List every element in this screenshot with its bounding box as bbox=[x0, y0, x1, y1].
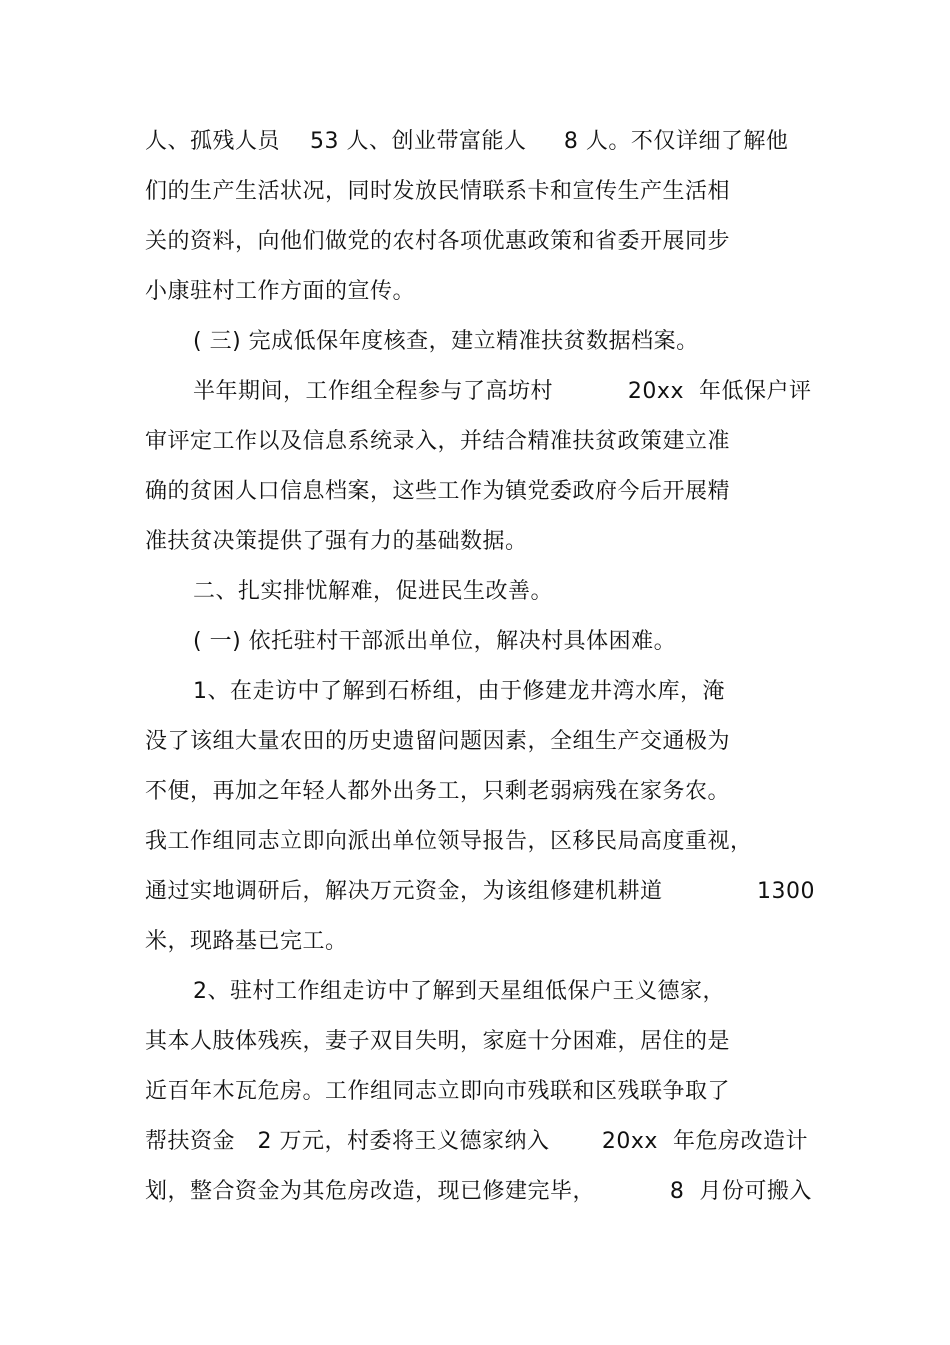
text-line: 没了该组大量农田的历史遗留问题因素，全组生产交通极为 bbox=[145, 729, 731, 754]
text-line: 其本人肢体残疾，妻子双目失明，家庭十分困难，居住的是 bbox=[145, 1029, 731, 1054]
section-heading: ( 一) 依托驻村干部派出单位，解决村具体困难。 bbox=[193, 629, 677, 654]
text-line: 半年期间，工作组全程参与了高坊村 20xx 年低保户评 bbox=[193, 379, 812, 404]
text-line: 确的贫困人口信息档案，这些工作为镇党委政府今后开展精 bbox=[145, 479, 731, 504]
text-line: 帮扶资金 2 万元，村委将王义德家纳入 20xx 年危房改造计 bbox=[145, 1129, 808, 1154]
text-line: 1、在走访中了解到石桥组，由于修建龙井湾水库，淹 bbox=[193, 679, 725, 704]
text-line: 2、驻村工作组走访中了解到天星组低保户王义德家， bbox=[193, 979, 725, 1004]
section-heading: ( 三) 完成低保年度核查，建立精准扶贫数据档案。 bbox=[193, 329, 699, 354]
text-line: 小康驻村工作方面的宣传。 bbox=[145, 279, 416, 304]
text-line: 人、孤残人员 53 人、创业带富能人 8 人。不仅详细了解他 bbox=[145, 129, 789, 154]
text-line: 审评定工作以及信息系统录入，并结合精准扶贫政策建立准 bbox=[145, 429, 731, 454]
text-line: 米，现路基已完工。 bbox=[145, 929, 348, 954]
section-heading: 二、扎实排忧解难，促进民生改善。 bbox=[193, 579, 554, 604]
text-line: 们的生产生活状况，同时发放民情联系卡和宣传生产生活相 bbox=[145, 179, 731, 204]
text-line: 通过实地调研后，解决万元资金，为该组修建机耕道 bbox=[145, 879, 663, 904]
text-line: 准扶贫决策提供了强有力的基础数据。 bbox=[145, 529, 528, 554]
text-line: 我工作组同志立即向派出单位领导报告，区移民局高度重视， bbox=[145, 829, 753, 854]
text-line: 划，整合资金为其危房改造，现已修建完毕， 8 月份可搬入 bbox=[145, 1179, 812, 1204]
text-line: 近百年木瓦危房。工作组同志立即向市残联和区残联争取了 bbox=[145, 1079, 731, 1104]
text-line: 不便，再加之年轻人都外出务工，只剩老弱病残在家务农。 bbox=[145, 779, 731, 804]
text-line: 关的资料，向他们做党的农村各项优惠政策和省委开展同步 bbox=[145, 229, 731, 254]
number-value: 1300 bbox=[757, 879, 815, 904]
